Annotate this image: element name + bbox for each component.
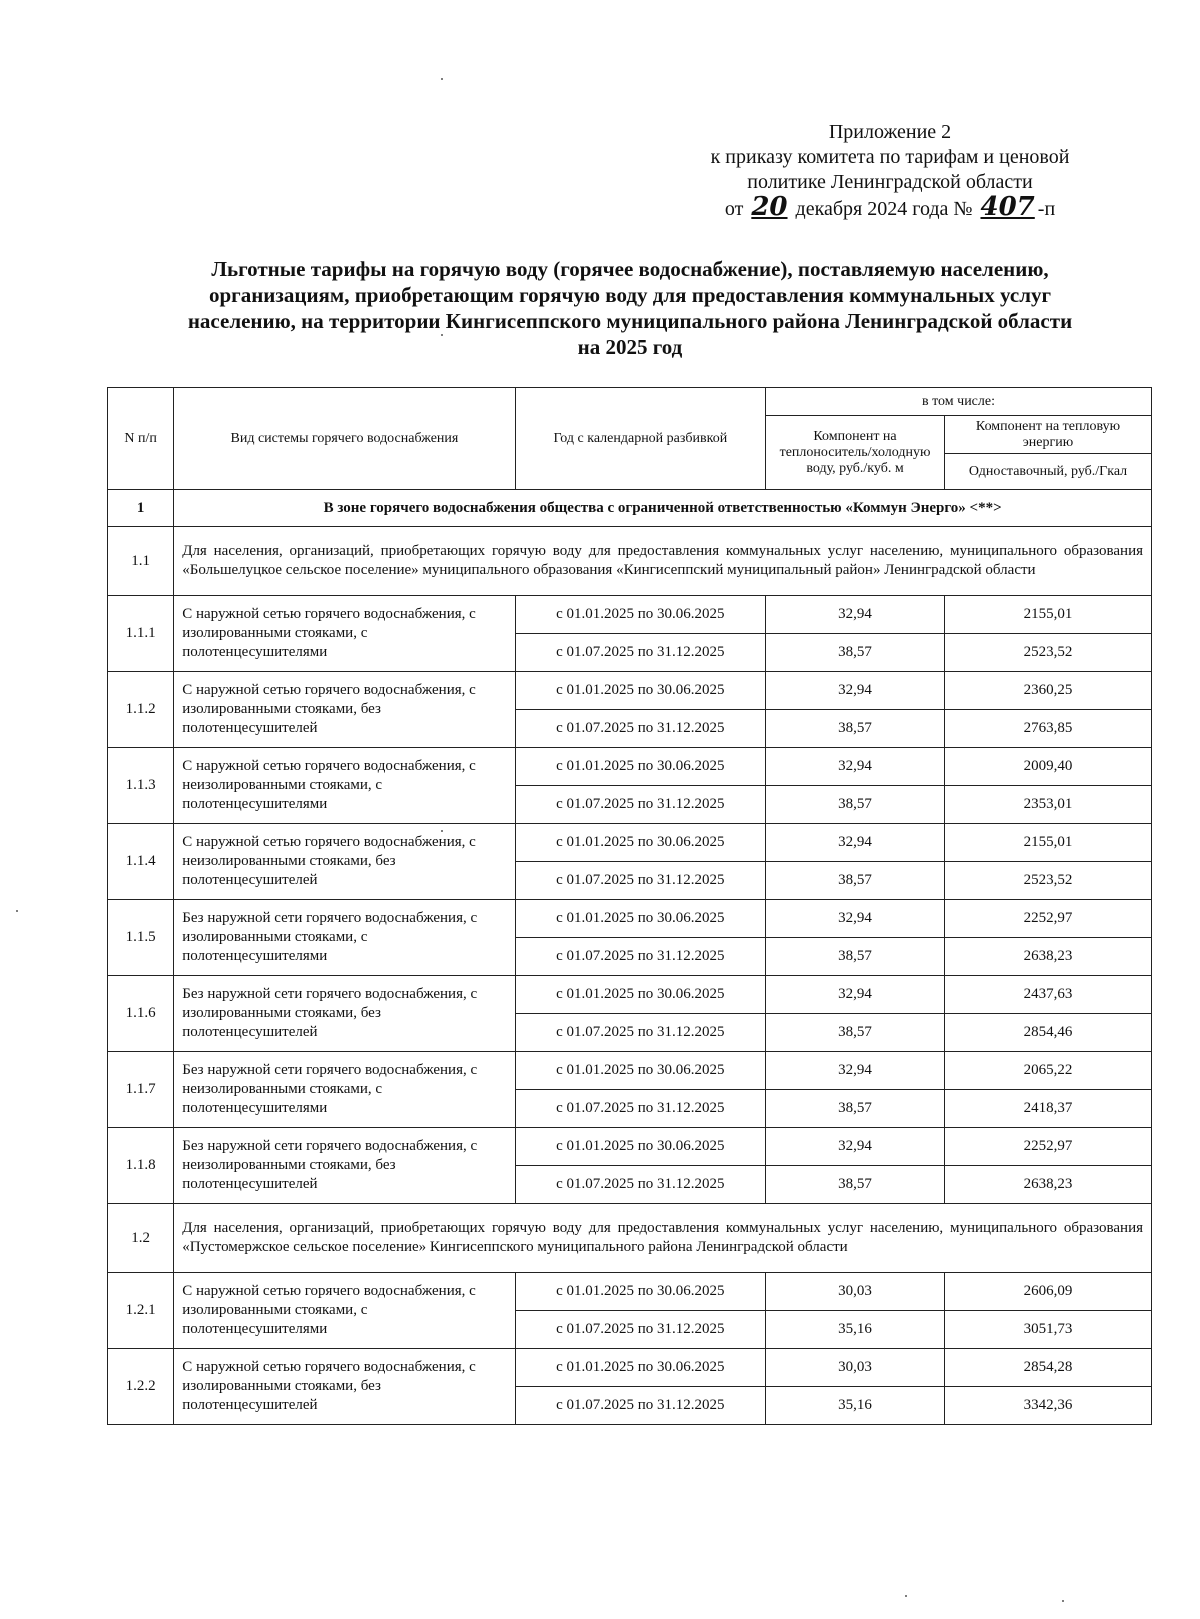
item-name: С наружной сетью горячего водоснабжения, с неизолированными стояками, с полотенцесушителями — [174, 748, 515, 824]
period-cell: с 01.07.2025 по 31.12.2025 — [515, 1090, 765, 1128]
period-cell: с 01.07.2025 по 31.12.2025 — [515, 634, 765, 672]
water-component-value: 38,57 — [766, 710, 945, 748]
heat-component-value: 2638,23 — [945, 1166, 1152, 1204]
water-component-value: 32,94 — [766, 1052, 945, 1090]
period-cell: с 01.01.2025 по 30.06.2025 — [515, 1052, 765, 1090]
item-num: 1.1.3 — [108, 748, 174, 824]
heat-component-value: 2252,97 — [945, 1128, 1152, 1166]
period-cell: с 01.01.2025 по 30.06.2025 — [515, 596, 765, 634]
period-cell: с 01.01.2025 по 30.06.2025 — [515, 672, 765, 710]
scan-speck — [905, 1595, 907, 1597]
table-row — [108, 900, 1152, 938]
water-component-value: 32,94 — [766, 672, 945, 710]
water-component-value: 35,16 — [766, 1311, 945, 1349]
title-line-2: организациям, приобретающим горячую воду для предоставления коммунальных услуг — [208, 283, 1052, 307]
heat-component-value: 2155,01 — [945, 596, 1152, 634]
title-line-4: на 2025 год — [577, 335, 683, 359]
section-num: 1 — [108, 490, 174, 527]
water-component-value: 30,03 — [766, 1349, 945, 1387]
appendix-order-line: к приказу комитета по тарифам и ценовой — [710, 146, 1070, 168]
period-cell: с 01.07.2025 по 31.12.2025 — [515, 1014, 765, 1052]
scan-speck — [16, 910, 18, 912]
period-cell: с 01.01.2025 по 30.06.2025 — [515, 900, 765, 938]
title-line-3: населению, на территории Кингисеппского муниципального района Ленинградской области — [187, 309, 1073, 333]
period-cell: с 01.07.2025 по 31.12.2025 — [515, 1387, 765, 1425]
item-name: Без наружной сети горячего водоснабжения, с неизолированными стояками, с полотенцесушителями — [174, 1052, 515, 1128]
item-num: 1.1.7 — [108, 1052, 174, 1128]
group-num: 1.2 — [108, 1204, 174, 1273]
water-component-value: 32,94 — [766, 976, 945, 1014]
header-component-heat-sub: Одноставочный, руб./Гкал — [945, 454, 1152, 490]
period-cell: с 01.01.2025 по 30.06.2025 — [515, 748, 765, 786]
number-suffix: -п — [1037, 198, 1056, 220]
item-name: С наружной сетью горячего водоснабжения, с изолированными стояками, с полотенцесушителями — [174, 596, 515, 672]
item-num: 1.1.2 — [108, 672, 174, 748]
table-body — [108, 490, 1152, 1425]
table-row — [108, 824, 1152, 862]
period-cell: с 01.07.2025 по 31.12.2025 — [515, 1311, 765, 1349]
group-row — [108, 527, 1152, 596]
group-num: 1.1 — [108, 527, 174, 596]
water-component-value: 38,57 — [766, 786, 945, 824]
title-line-1: Льготные тарифы на горячую воду (горячее водоснабжение), поставляемую населению, — [211, 257, 1049, 281]
section-text: В зоне горячего водоснабжения общества с ограниченной ответственностью «Коммун Энерго» <**> — [174, 490, 1152, 527]
water-component-value: 35,16 — [766, 1387, 945, 1425]
water-component-value: 32,94 — [766, 824, 945, 862]
appendix-date-line — [630, 192, 1150, 222]
water-component-value: 32,94 — [766, 1128, 945, 1166]
item-name: С наружной сетью горячего водоснабжения, с изолированными стояками, без полотенцесушителей — [174, 672, 515, 748]
item-name: С наружной сетью горячего водоснабжения, с изолированными стояками, с полотенцесушителями — [174, 1273, 515, 1349]
item-num: 1.1.1 — [108, 596, 174, 672]
document-title — [90, 256, 1170, 360]
header-year: Год с календарной разбивкой — [515, 388, 765, 490]
water-component-value: 38,57 — [766, 1166, 945, 1204]
period-cell: с 01.07.2025 по 31.12.2025 — [515, 938, 765, 976]
water-component-value: 30,03 — [766, 1273, 945, 1311]
scan-speck — [441, 830, 443, 832]
table-row — [108, 596, 1152, 634]
appendix-committee-line: политике Ленинградской области — [747, 171, 1033, 193]
handwritten-day: 20 — [751, 192, 788, 222]
group-text: Для населения, организаций, приобретающих горячую воду для предоставления коммунальных услуг населению, муниципального образования «Пустомержское сельское поселение» Кингисеппского муниципального района Ленинградской области — [174, 1204, 1152, 1273]
item-name: Без наружной сети горячего водоснабжения, с изолированными стояками, с полотенцесушителями — [174, 900, 515, 976]
period-cell: с 01.07.2025 по 31.12.2025 — [515, 786, 765, 824]
appendix-block — [630, 120, 1150, 222]
item-num: 1.1.6 — [108, 976, 174, 1052]
handwritten-number: 407 — [980, 192, 1035, 222]
heat-component-value: 2854,46 — [945, 1014, 1152, 1052]
heat-component-value: 2353,01 — [945, 786, 1152, 824]
heat-component-value: 2252,97 — [945, 900, 1152, 938]
date-middle: декабря 2024 года № — [795, 198, 973, 220]
tariff-table — [107, 387, 1152, 1425]
heat-component-value: 2065,22 — [945, 1052, 1152, 1090]
item-num: 1.2.1 — [108, 1273, 174, 1349]
item-num: 1.2.2 — [108, 1349, 174, 1425]
period-cell: с 01.01.2025 по 30.06.2025 — [515, 824, 765, 862]
item-num: 1.1.5 — [108, 900, 174, 976]
water-component-value: 32,94 — [766, 596, 945, 634]
section-row — [108, 490, 1152, 527]
group-row — [108, 1204, 1152, 1273]
scan-speck — [1062, 1600, 1064, 1602]
heat-component-value: 2437,63 — [945, 976, 1152, 1014]
table-row — [108, 1128, 1152, 1166]
water-component-value: 38,57 — [766, 634, 945, 672]
heat-component-value: 2763,85 — [945, 710, 1152, 748]
heat-component-value: 2606,09 — [945, 1273, 1152, 1311]
heat-component-value: 2360,25 — [945, 672, 1152, 710]
table-row — [108, 1052, 1152, 1090]
scan-speck — [441, 78, 443, 80]
item-num: 1.1.8 — [108, 1128, 174, 1204]
item-name: С наружной сетью горячего водоснабжения, с изолированными стояками, без полотенцесушителей — [174, 1349, 515, 1425]
water-component-value: 32,94 — [766, 900, 945, 938]
period-cell: с 01.01.2025 по 30.06.2025 — [515, 976, 765, 1014]
item-name: Без наружной сети горячего водоснабжения, с изолированными стояками, без полотенцесушителей — [174, 976, 515, 1052]
heat-component-value: 2009,40 — [945, 748, 1152, 786]
table-row — [108, 672, 1152, 710]
heat-component-value: 2523,52 — [945, 634, 1152, 672]
heat-component-value: 3342,36 — [945, 1387, 1152, 1425]
header-system: Вид системы горячего водоснабжения — [174, 388, 515, 490]
heat-component-value: 3051,73 — [945, 1311, 1152, 1349]
water-component-value: 38,57 — [766, 862, 945, 900]
table-row — [108, 1273, 1152, 1311]
period-cell: с 01.07.2025 по 31.12.2025 — [515, 710, 765, 748]
item-name: Без наружной сети горячего водоснабжения, с неизолированными стояками, без полотенцесушителей — [174, 1128, 515, 1204]
header-num: N п/п — [108, 388, 174, 490]
period-cell: с 01.01.2025 по 30.06.2025 — [515, 1349, 765, 1387]
water-component-value: 38,57 — [766, 1014, 945, 1052]
appendix-title: Приложение 2 — [828, 121, 952, 143]
water-component-value: 38,57 — [766, 938, 945, 976]
table-row — [108, 976, 1152, 1014]
group-text: Для населения, организаций, приобретающих горячую воду для предоставления коммунальных услуг населению, муниципального образования «Большелуцкое сельское поселение» муниципального образования «Кингисеппский муниципальный район» Ленинградской области — [174, 527, 1152, 596]
heat-component-value: 2523,52 — [945, 862, 1152, 900]
period-cell: с 01.01.2025 по 30.06.2025 — [515, 1273, 765, 1311]
period-cell: с 01.07.2025 по 31.12.2025 — [515, 1166, 765, 1204]
scan-speck — [441, 334, 443, 336]
water-component-value: 32,94 — [766, 748, 945, 786]
period-cell: с 01.07.2025 по 31.12.2025 — [515, 862, 765, 900]
table-row — [108, 1349, 1152, 1387]
heat-component-value: 2418,37 — [945, 1090, 1152, 1128]
heat-component-value: 2155,01 — [945, 824, 1152, 862]
header-including: в том числе: — [766, 388, 1152, 416]
period-cell: с 01.01.2025 по 30.06.2025 — [515, 1128, 765, 1166]
item-num: 1.1.4 — [108, 824, 174, 900]
heat-component-value: 2638,23 — [945, 938, 1152, 976]
header-component-water: Компонент на теплоноситель/холодную воду, руб./куб. м — [766, 416, 945, 490]
header-component-heat: Компонент на тепловую энергию — [945, 416, 1152, 454]
item-name: С наружной сетью горячего водоснабжения, с неизолированными стояками, без полотенцесушителей — [174, 824, 515, 900]
heat-component-value: 2854,28 — [945, 1349, 1152, 1387]
date-prefix: от — [724, 198, 744, 220]
table-row — [108, 748, 1152, 786]
water-component-value: 38,57 — [766, 1090, 945, 1128]
